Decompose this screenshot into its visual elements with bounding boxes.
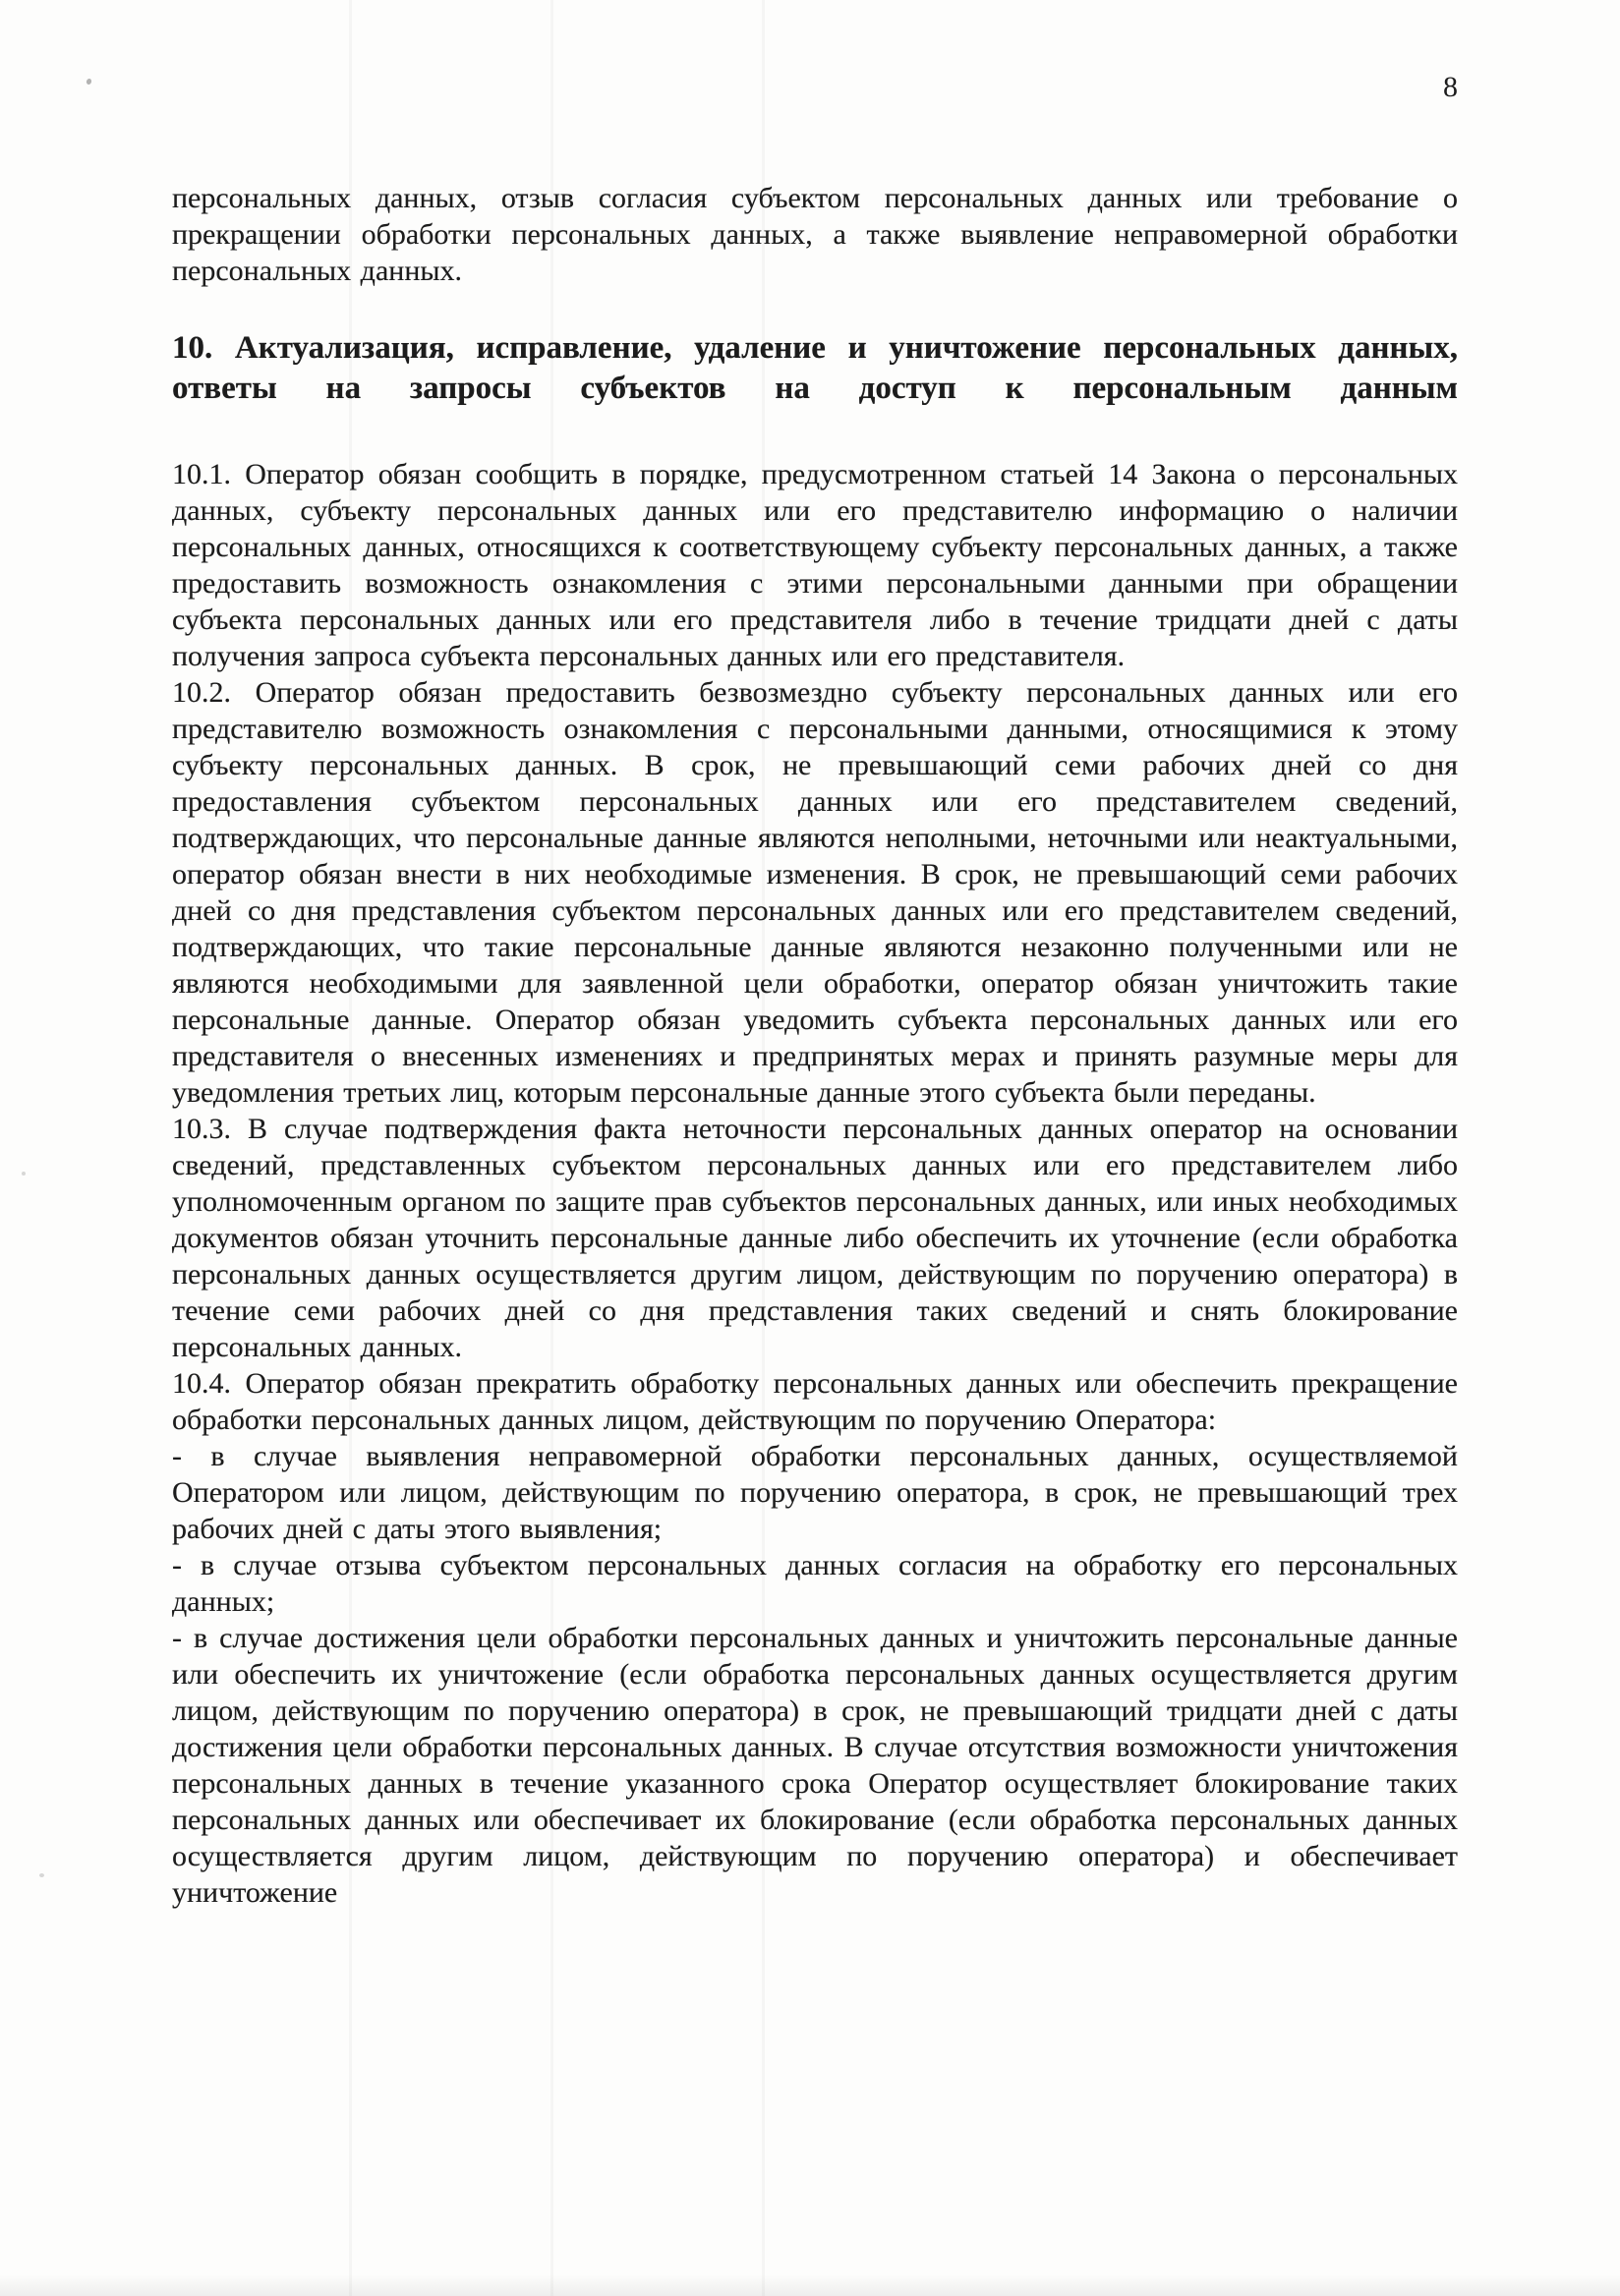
bullet-unlawful-processing: - в случае выявления неправомерной обработки персональных данных, осуществляемой Оператором или лицом, действующим по поручению оператора, в срок, не превышающий трех рабочих дней с даты этого выявления;: [172, 1440, 1458, 1545]
scan-edge-noise: [0, 2274, 1620, 2296]
paragraph-10-4: 10.4. Оператор обязан прекратить обработку персональных данных или обеспечить прекращение обработки персональных данных лицом, действующим по поручению Оператора:: [172, 1367, 1458, 1436]
paragraph-10-1: 10.1. Оператор обязан сообщить в порядке, предусмотренном статьей 14 Закона о персональных данных, субъекту персональных данных или его представителю информацию о наличии персональных данных, относящихся к соответствующему субъекту персональных данных, а также предоставить возможность ознакомления с этими персональными данными при обращении субъекта персональных данных или его представителя либо в течение тридцати дней с даты получения запроса субъекта персональных данных или его представителя.: [172, 458, 1458, 672]
paragraph-10-2: 10.2. Оператор обязан предоставить безвозмездно субъекту персональных данных или его представителю возможность ознакомления с персональными данными, относящимися к этому субъекту персональных данных. В срок, не превышающий семи рабочих дней со дня предоставления субъектом персональных данных или его представителем сведений, подтверждающих, что персональные данные являются неполными, неточными или неактуальными, оператор обязан внести в них необходимые изменения. В срок, не превышающий семи рабочих дней со дня представления субъектом персональных данных или его представителем сведений, подтверждающих, что такие персональные данные являются незаконно полученными или не являются необходимыми для заявленной цели обработки, оператор обязан уничтожить такие персональные данные. Оператор обязан уведомить субъекта персональных данных или его представителя о внесенных изменениях и предпринятых мерах и принять разумные меры для уведомления третьих лиц, которым персональные данные этого субъекта были переданы.: [172, 676, 1458, 1109]
bullet-purpose-achieved: - в случае достижения цели обработки персональных данных и уничтожить персональные данные или обеспечить их уничтожение (если обработка персональных данных осуществляется другим лицом, действующим по поручению оператора) в срок, не превышающий тридцати дней с даты достижения цели обработки персональных данных. В случае отсутствия возможности уничтожения персональных данных в течение указанного срока Оператор осуществляет блокирование таких персональных данных или обеспечивает их блокирование (если обработка персональных данных осуществляется другим лицом, действующим по поручению оператора) и обеспечивает уничтожение: [172, 1622, 1458, 1909]
page-number: 8: [1443, 71, 1458, 103]
section-heading: 10. Актуализация, исправление, удаление и уничтожение персональных данных, ответы на запросы субъектов на доступ к персональным данным: [172, 330, 1458, 406]
page-content: [172, 0, 1458, 1911]
paragraph-10-3: 10.3. В случае подтверждения факта неточности персональных данных оператор на основании сведений, представленных субъектом персональных данных или его представителем либо уполномоченным органом по защите прав субъектов персональных данных, или иных необходимых документов обязан уточнить персональные данные либо обеспечить их уточнение (если обработка персональных данных осуществляется другим лицом, действующим по поручению оператора) в течение семи рабочих дней со дня представления таких сведений и снять блокирование персональных данных.: [172, 1113, 1458, 1363]
scan-speck: [86, 78, 92, 85]
scan-speck: [22, 1172, 26, 1176]
scan-speck: [39, 1873, 44, 1877]
intro-paragraph: персональных данных, отзыв согласия субъектом персональных данных или требование о прекращении обработки персональных данных, а также выявление неправомерной обработки персональных данных.: [172, 182, 1458, 287]
bullet-consent-withdrawal: - в случае отзыва субъектом персональных данных согласия на обработку его персональных данных;: [172, 1549, 1458, 1618]
